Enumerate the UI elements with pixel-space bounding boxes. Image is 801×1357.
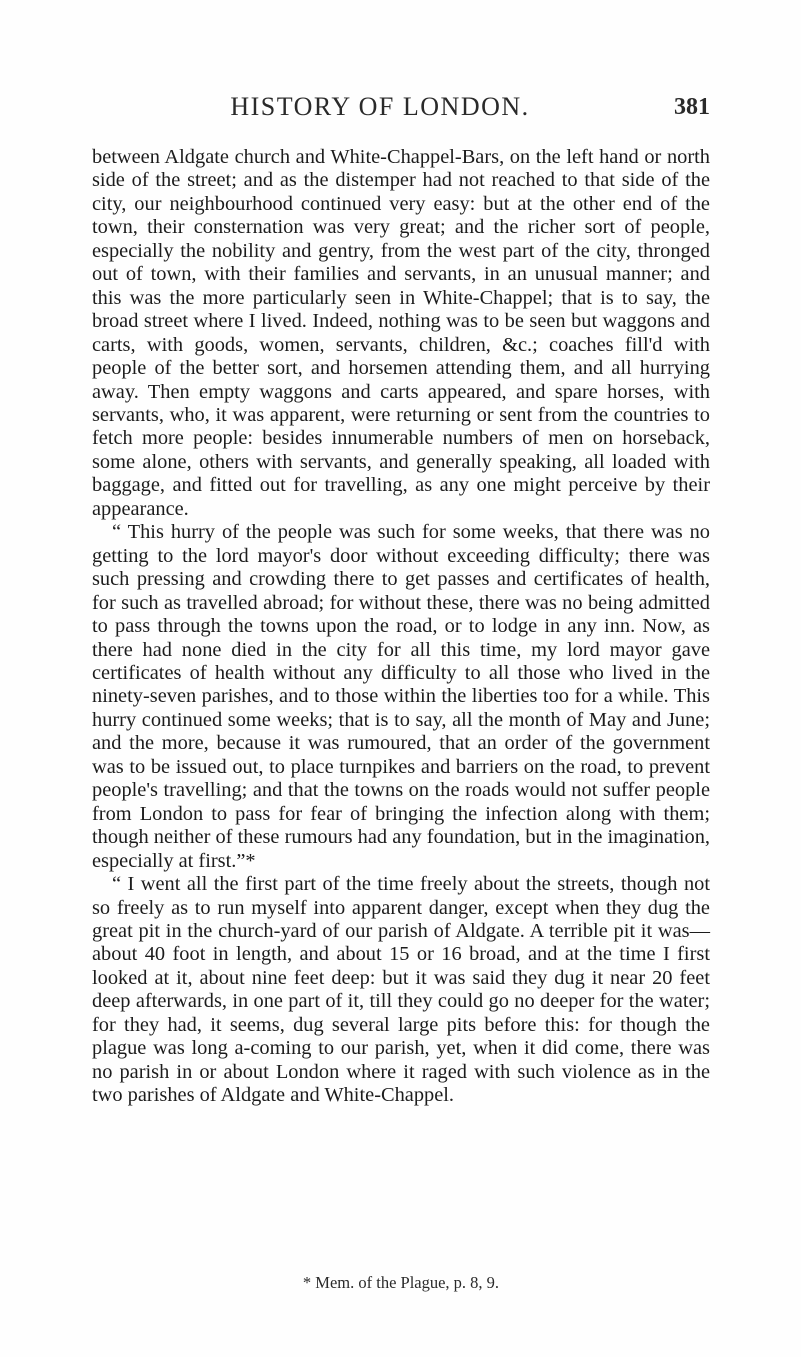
footnote: * Mem. of the Plague, p. 8, 9.	[302, 1273, 500, 1292]
page-header	[150, 92, 710, 132]
paragraph-hurry-of-people: “ This hurry of the people was such for some weeks, that there was no getting to the lord mayor's door without exceeding difficulty; there was such pressing and crowding there to get passes and certificates of health, for such as travelled abroad; for without these, there was no being admitted to pass through the towns upon the road, or to lodge in any inn. Now, as there had none died in the city for all this time, my lord mayor gave certificates of health without any difficulty to all those who lived in the ninety-seven parishes, and to those within the liberties too for a while. This hurry continued some weeks; that is to say, all the month of May and June; and the more, because it was rumoured, that an order of the government was to be issued out, to place turnpikes and barriers on the road, to prevent people's travelling; and that the towns on the roads would not suffer people from London to pass for fear of bringing the infection along with them; though neither of these rumours had any foundation, but in the imagination, especially at first.”*	[92, 521, 710, 872]
running-title: HISTORY OF LONDON.	[230, 92, 530, 121]
paragraph-continuation: between Aldgate church and White-Chappel-Bars, on the left hand or north side of the street; and as the distemper had not reached to that side of the city, our neighbourhood continued very easy: but at the other end of the town, their consternation was very great; and the richer sort of people, especially the nobility and gentry, from the west part of the city, thronged out of town, with their families and servants, in an unusual manner; and this was the more particularly seen in White-Chappel; that is to say, the broad street where I lived. Indeed, nothing was to be seen but waggons and carts, with goods, women, servants, children, &c.; coaches fill'd with people of the better sort, and horsemen attending them, and all hurrying away. Then empty waggons and carts appeared, and spare horses, with servants, who, it was apparent, were returning or sent from the countries to fetch more people: besides innumerable numbers of men on horseback, some alone, others with servants, and generally speaking, all loaded with baggage, and fitted out for travelling, as any one might perceive by their appearance.	[92, 146, 710, 520]
paragraph-great-pit: “ I went all the first part of the time freely about the streets, though not so freely as to run myself into apparent danger, except when they dug the great pit in the church-yard of our parish of Aldgate. A terrible pit it was—about 40 foot in length, and about 15 or 16 broad, and at the time I first looked at it, about nine feet deep: but it was said they dug it near 20 feet deep afterwards, in one part of it, till they could go no deeper for the water; for they had, it seems, dug several large pits before this: for though the plague was long a-coming to our parish, yet, when it did come, there was no parish in or about London where it raged with such violence as in the two parishes of Aldgate and White-Chappel.	[92, 873, 710, 1107]
body-text	[92, 146, 710, 1108]
page-number: 381	[674, 94, 710, 120]
